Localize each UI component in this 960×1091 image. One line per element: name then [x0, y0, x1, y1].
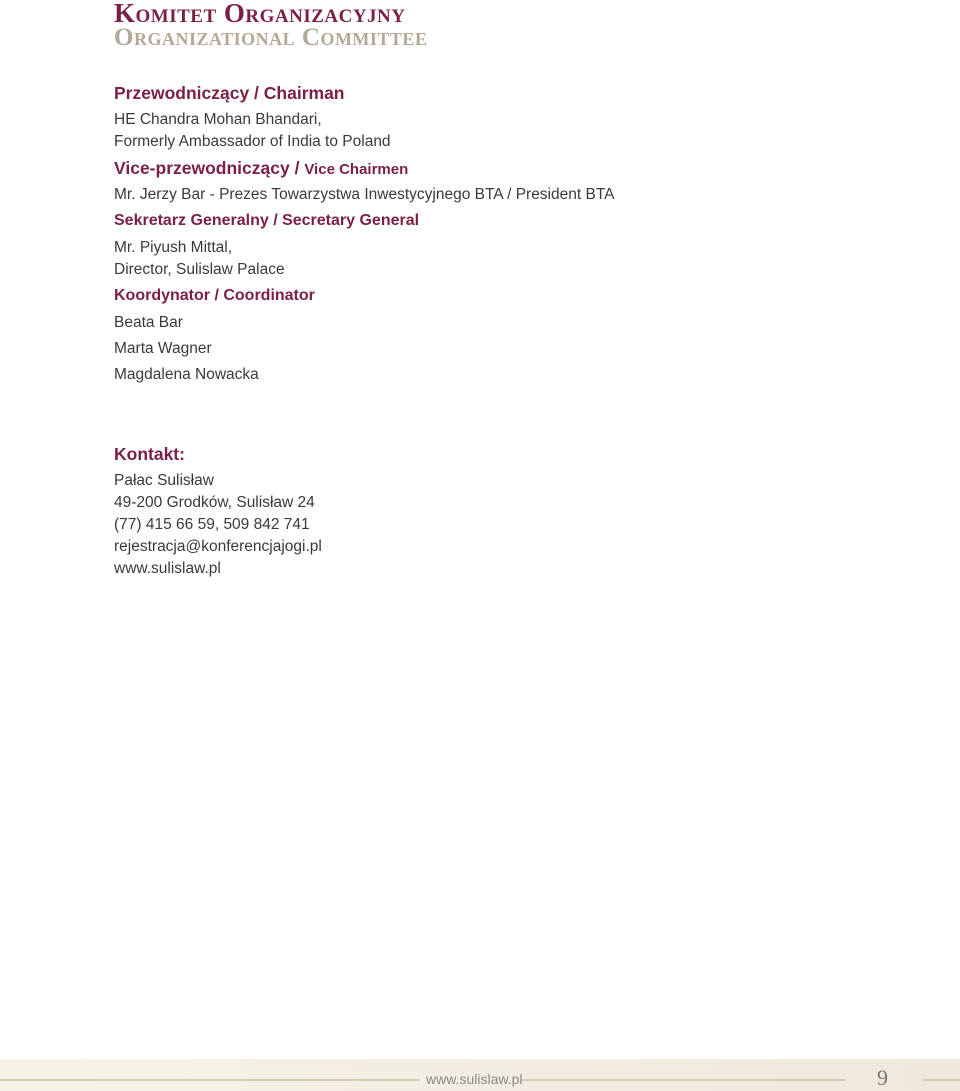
- contact-website[interactable]: www.sulislaw.pl: [114, 560, 221, 577]
- vice-chairman-heading-en: Vice Chairmen: [304, 161, 409, 178]
- coordinator-name: Marta Wagner: [114, 340, 212, 357]
- chairman-heading: Przewodniczący / Chairman: [114, 83, 345, 103]
- secretary-name: Mr. Piyush Mittal,: [114, 239, 232, 256]
- coordinator-name: Magdalena Nowacka: [114, 366, 259, 383]
- contact-phone: (77) 415 66 59, 509 842 741: [114, 516, 310, 533]
- vice-chairman-heading: [114, 158, 408, 180]
- chairman-title: Formerly Ambassador of India to Poland: [114, 133, 391, 150]
- vice-chairman-line: Mr. Jerzy Bar - Prezes Towarzystwa Inwestycyjnego BTA / President BTA: [114, 186, 615, 203]
- footer-rule: [522, 1079, 846, 1081]
- coordinator-heading: Koordynator / Coordinator: [114, 287, 315, 304]
- contact-email[interactable]: rejestracja@konferencjajogi.pl: [114, 538, 322, 555]
- contact-venue: Pałac Sulisław: [114, 472, 214, 489]
- footer-rule: [922, 1079, 960, 1081]
- vice-chairman-heading-pl: Vice-przewodniczący /: [114, 158, 300, 178]
- chairman-name: HE Chandra Mohan Bhandari,: [114, 111, 322, 128]
- coordinator-name: Beata Bar: [114, 314, 183, 331]
- page-number: 9: [877, 1065, 888, 1090]
- page-subtitle: Organizational Committee: [114, 24, 428, 51]
- secretary-title: Director, Sulislaw Palace: [114, 261, 285, 278]
- page-title: Komitet Organizacyjny: [114, 0, 406, 28]
- footer-website-link[interactable]: www.sulislaw.pl: [426, 1071, 523, 1087]
- footer-rule: [0, 1079, 420, 1081]
- contact-heading: Kontakt:: [114, 444, 185, 464]
- contact-address: 49-200 Grodków, Sulisław 24: [114, 494, 315, 511]
- secretary-heading: Sekretarz Generalny / Secretary General: [114, 212, 420, 229]
